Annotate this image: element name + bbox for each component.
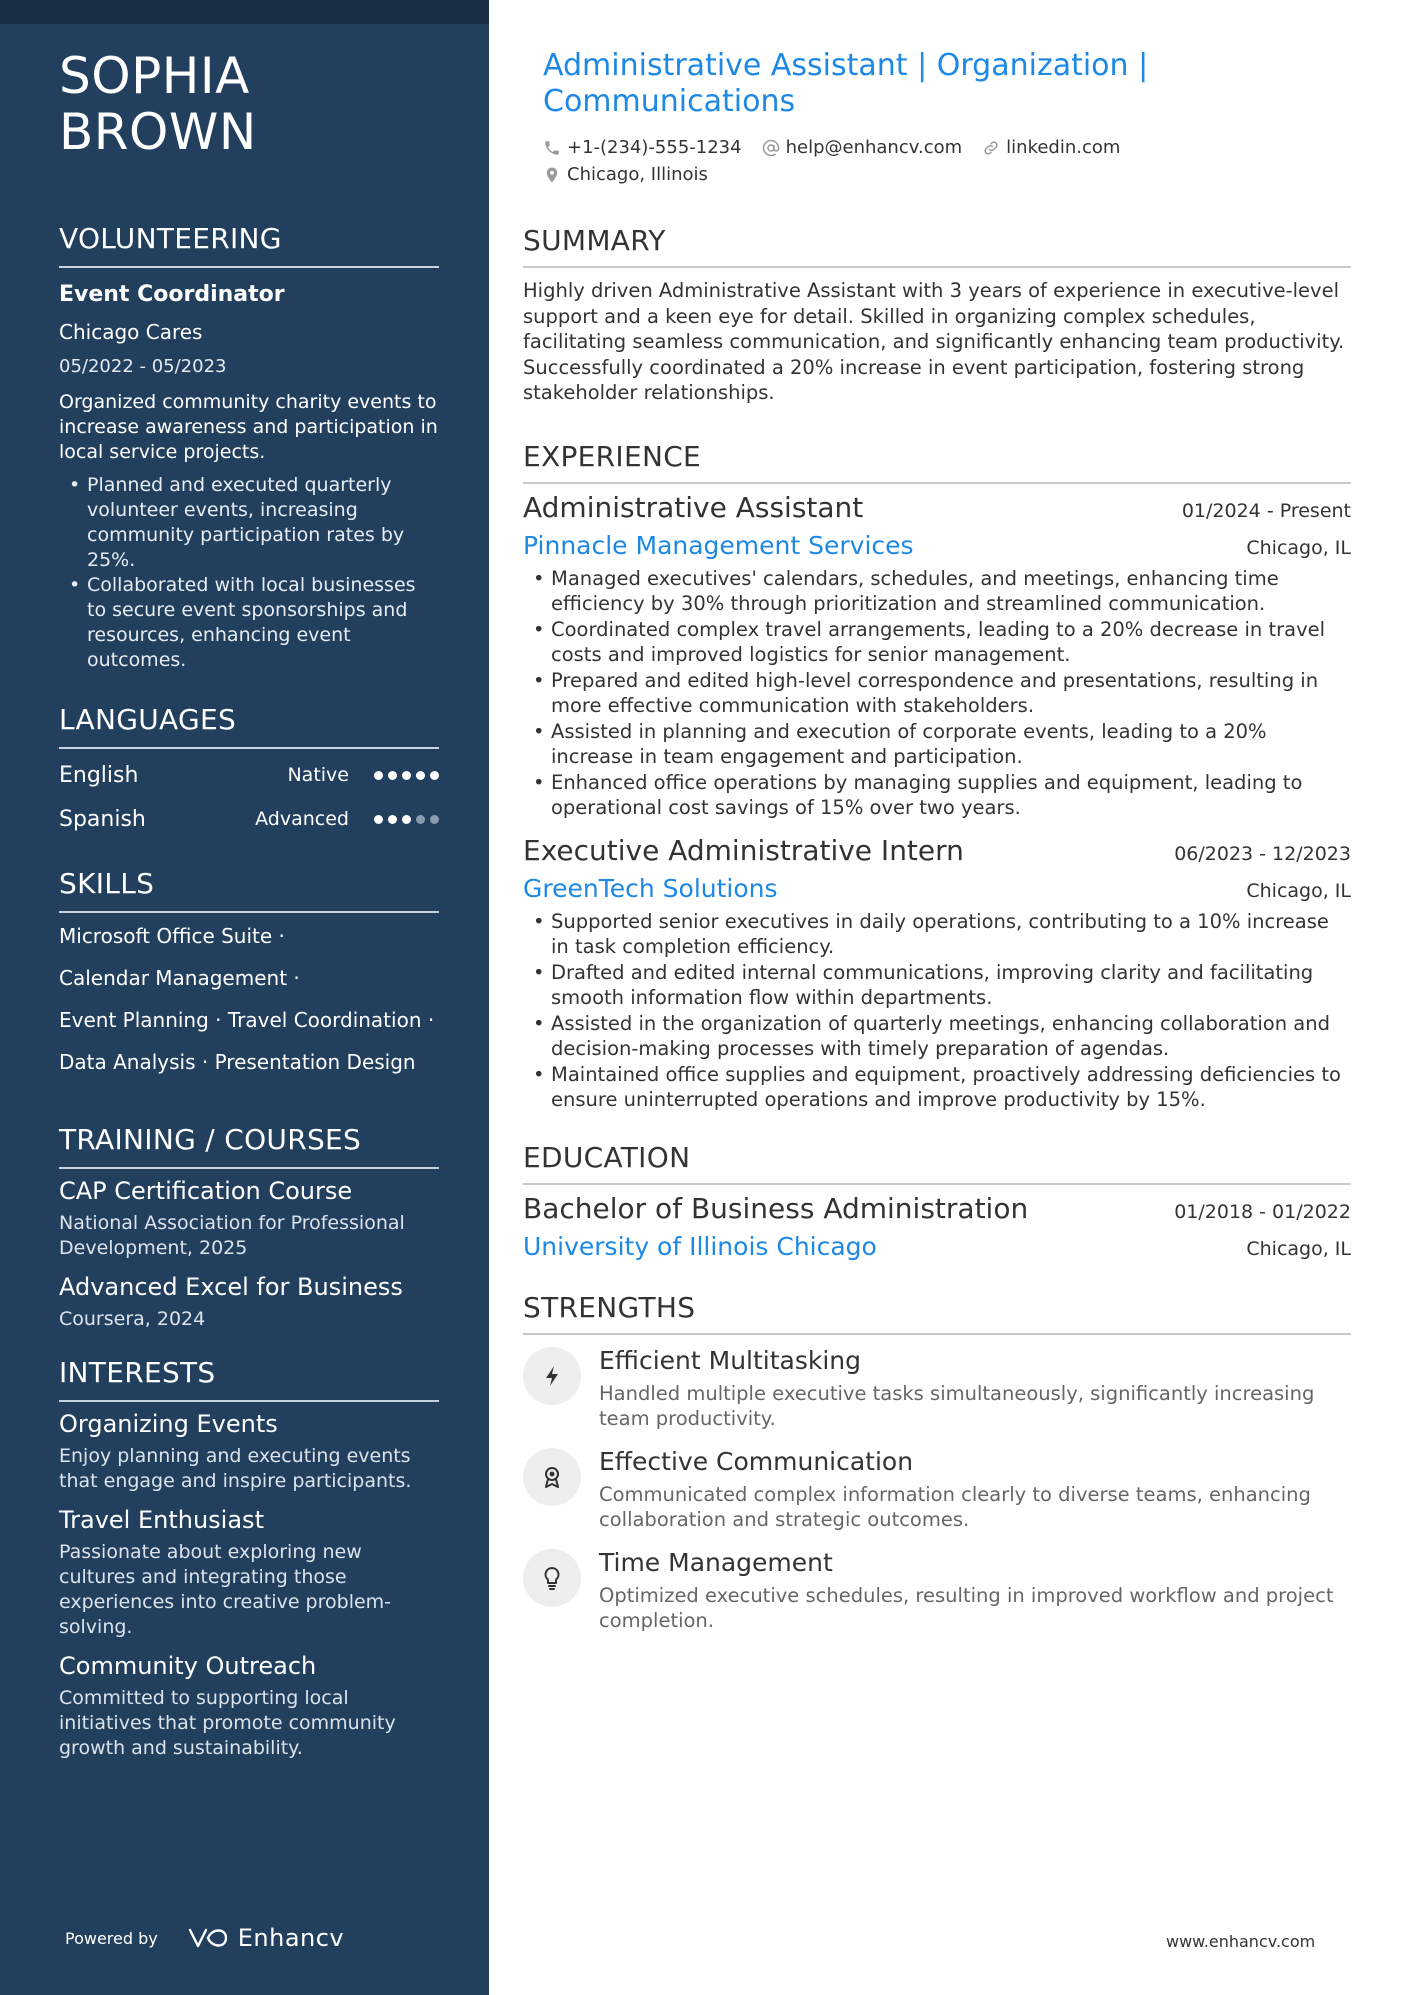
experience-section — [523, 440, 1351, 1113]
contact-info — [543, 134, 1351, 188]
link-icon — [982, 139, 1000, 157]
at-icon — [762, 139, 780, 157]
lightbulb-icon — [543, 1566, 561, 1590]
linkedin-text: linkedin.com — [1006, 137, 1121, 158]
job-dates: 06/2023 - 12/2023 — [1174, 842, 1351, 865]
job-role: Administrative Assistant — [523, 490, 864, 524]
job-location: Chicago, IL — [1246, 879, 1351, 902]
interest-title: Community Outreach — [59, 1652, 317, 1680]
rating-dot — [402, 771, 411, 780]
job-entry — [523, 490, 1351, 821]
language-row-english — [59, 753, 439, 797]
languages-section — [59, 703, 439, 841]
job-company: GreenTech Solutions — [523, 873, 778, 903]
interest-description: Passionate about exploring new cultures and integrating those experiences into creative problem-solving. — [59, 1541, 392, 1638]
enhancv-brand: Enhancv — [237, 1924, 345, 1952]
course-title: CAP Certification Course — [59, 1177, 353, 1205]
strengths-section — [523, 1291, 1351, 1634]
strength-icon-circle — [523, 1347, 581, 1405]
volunteer-role: Event Coordinator — [59, 282, 285, 307]
volunteer-bullet: • Collaborated with local businesses to secure event sponsorships and resources, enhancing event outcomes. — [59, 573, 439, 673]
volunteer-bullet: • Planned and executed quarterly volunteer events, increasing community participation rates by 25%. — [59, 473, 439, 573]
job-role: Executive Administrative Intern — [523, 833, 964, 867]
school: University of Illinois Chicago — [523, 1231, 877, 1261]
headline: Administrative Assistant | Organization | Communications — [543, 48, 1149, 119]
name-last: BROWN — [59, 103, 257, 161]
language-level: Native — [287, 764, 349, 786]
rating-dot — [430, 771, 439, 780]
job-bullet: • Assisted in the organization of quarterly meetings, enhancing collaboration and decision-making processes with timely preparation of agendas. — [523, 1011, 1351, 1062]
job-company: Pinnacle Management Services — [523, 530, 914, 560]
contact-phone[interactable] — [543, 134, 742, 161]
job-bullet: • Enhanced office operations by managing supplies and equipment, leading to operational cost savings of 15% over two years. — [523, 770, 1351, 821]
interest-title: Travel Enthusiast — [59, 1506, 264, 1534]
rating-dot — [402, 815, 411, 824]
location-text: Chicago, Illinois — [567, 164, 708, 185]
phone-icon — [543, 139, 561, 157]
lightning-icon — [543, 1365, 561, 1387]
strengths-title: STRENGTHS — [523, 1291, 1351, 1335]
footer-website[interactable]: www.enhancv.com — [1166, 1932, 1316, 1951]
strength-title: Efficient Multitasking — [599, 1345, 862, 1375]
skill-line: Calendar Management · — [59, 966, 300, 990]
rating-dot — [374, 771, 383, 780]
contact-linkedin[interactable] — [982, 134, 1120, 161]
training-section — [59, 1123, 439, 1332]
degree: Bachelor of Business Administration — [523, 1191, 1029, 1225]
main-content — [523, 48, 1351, 1634]
job-location: Chicago, IL — [1246, 536, 1351, 559]
course-provider: National Association for Professional Development, 2025 — [59, 1212, 405, 1259]
language-rating — [374, 771, 439, 780]
name-first: SOPHIA — [59, 47, 250, 105]
location-pin-icon — [543, 166, 561, 184]
job-bullet: • Coordinated complex travel arrangements, leading to a 20% decrease in travel costs and improved logistics for senior management. — [523, 617, 1351, 668]
volunteer-description: Organized community charity events to increase awareness and participation in local service projects. — [59, 391, 438, 463]
job-entry — [523, 833, 1351, 1113]
education-dates: 01/2018 - 01/2022 — [1174, 1200, 1351, 1223]
skill-line: Data Analysis · Presentation Design — [59, 1050, 416, 1074]
sidebar-content — [59, 48, 439, 1761]
enhancv-logo-icon — [184, 1926, 230, 1950]
rating-dot — [416, 771, 425, 780]
course-title: Advanced Excel for Business — [59, 1273, 403, 1301]
language-rating — [374, 815, 439, 824]
education-title: EDUCATION — [523, 1141, 1351, 1185]
experience-title: EXPERIENCE — [523, 440, 1351, 484]
volunteering-section — [59, 222, 439, 673]
rating-dot — [388, 771, 397, 780]
interest-description: Enjoy planning and executing events that engage and inspire participants. — [59, 1445, 412, 1492]
job-bullet: • Managed executives' calendars, schedules, and meetings, enhancing time efficiency by 30% through prioritization and streamlined communication. — [523, 566, 1351, 617]
job-bullets — [523, 566, 1351, 821]
interest-title: Organizing Events — [59, 1410, 278, 1438]
email-text: help@enhancv.com — [785, 137, 963, 158]
strength-item — [523, 1547, 1351, 1634]
education-location: Chicago, IL — [1246, 1237, 1351, 1260]
sidebar-top-bar — [0, 0, 489, 24]
powered-by — [65, 1924, 344, 1952]
language-row-spanish — [59, 797, 439, 841]
job-bullets — [523, 909, 1351, 1113]
summary-section — [523, 224, 1351, 406]
interests-title: INTERESTS — [59, 1356, 439, 1402]
summary-title: SUMMARY — [523, 224, 1351, 268]
job-dates: 01/2024 - Present — [1181, 499, 1351, 522]
skill-line: Microsoft Office Suite · — [59, 924, 285, 948]
candidate-name — [59, 48, 439, 160]
contact-location — [543, 161, 708, 188]
strength-icon-circle — [523, 1549, 581, 1607]
language-name: Spanish — [59, 806, 146, 832]
volunteer-dates: 05/2022 - 05/2023 — [59, 356, 227, 377]
job-bullet: • Prepared and edited high-level correspondence and presentations, resulting in more effective communication with stakeholders. — [523, 668, 1351, 719]
volunteer-org: Chicago Cares — [59, 320, 203, 344]
job-bullet: • Maintained office supplies and equipment, proactively addressing deficiencies to ensure uninterrupted operations and improve productivity by 15%. — [523, 1062, 1351, 1113]
strength-title: Time Management — [599, 1547, 833, 1577]
powered-by-label: Powered by — [65, 1928, 158, 1948]
rating-dot — [388, 815, 397, 824]
rating-dot-empty — [416, 815, 425, 824]
job-bullet: • Assisted in planning and execution of corporate events, leading to a 20% increase in team engagement and participation. — [523, 719, 1351, 770]
rating-dot-empty — [430, 815, 439, 824]
strength-description: Optimized executive schedules, resulting in improved workflow and project completion. — [599, 1583, 1334, 1632]
job-bullet: • Drafted and edited internal communications, improving clarity and facilitating smooth information flow within departments. — [523, 960, 1351, 1011]
award-icon — [541, 1465, 563, 1489]
strength-item — [523, 1345, 1351, 1432]
interests-section — [59, 1356, 439, 1761]
strength-title: Effective Communication — [599, 1446, 914, 1476]
phone-text: +1-(234)-555-1234 — [567, 137, 742, 158]
language-level: Advanced — [255, 808, 349, 830]
languages-title: LANGUAGES — [59, 703, 439, 749]
rating-dot — [374, 815, 383, 824]
sidebar — [0, 0, 489, 1995]
contact-email[interactable] — [762, 134, 963, 161]
skills-title: SKILLS — [59, 867, 439, 913]
education-section — [523, 1141, 1351, 1263]
interest-description: Committed to supporting local initiatives that promote community growth and sustainability. — [59, 1687, 396, 1759]
strength-description: Handled multiple executive tasks simultaneously, significantly increasing team productivity. — [599, 1381, 1315, 1430]
strength-description: Communicated complex information clearly to diverse teams, enhancing collaboration and strategic outcomes. — [599, 1482, 1311, 1531]
job-bullet: • Supported senior executives in daily operations, contributing to a 10% increase in task completion efficiency. — [523, 909, 1351, 960]
skills-section — [59, 867, 439, 1083]
training-title: TRAINING / COURSES — [59, 1123, 439, 1169]
volunteer-bullets — [59, 473, 439, 673]
strength-item — [523, 1446, 1351, 1533]
strength-icon-circle — [523, 1448, 581, 1506]
volunteering-title: VOLUNTEERING — [59, 222, 439, 268]
skill-line: Event Planning · Travel Coordination · — [59, 1008, 435, 1032]
summary-text: Highly driven Administrative Assistant with 3 years of experience in executive-level support and a keen eye for detail. Skilled in organizing complex schedules, facilitating seamless communication, and significantly enhancing team productivity. Successfully coordinated a 20% increase in event participation, fostering strong stakeholder relationships. — [523, 279, 1345, 404]
course-provider: Coursera, 2024 — [59, 1308, 206, 1330]
language-name: English — [59, 762, 139, 788]
enhancv-logo[interactable] — [184, 1924, 344, 1952]
